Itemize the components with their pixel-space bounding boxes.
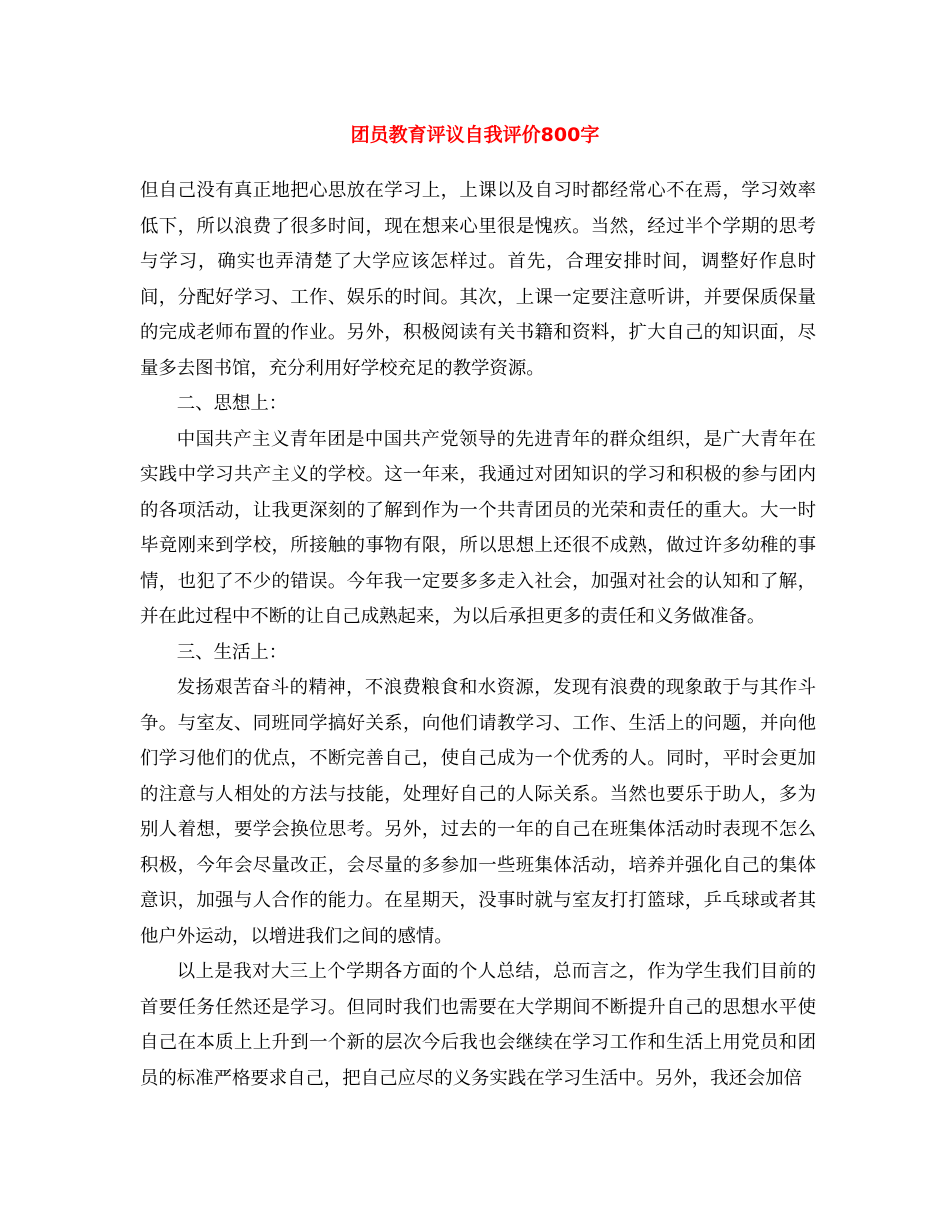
paragraph-thought: 中国共产主义青年团是中国共产党领导的先进青年的群众组织，是广大青年在实践中学习共产主义的学校。这一年来，我通过对团知识的学习和积极的参与团内的各项活动，让我更深刻的了解到作为一个共青团员的光荣和责任的重大。大一时毕竟刚来到学校，所接触的事物有限，所以思想上还很不成熟，做过许多幼稚的事情，也犯了不少的错误。今年我一定要多多走入社会，加强对社会的认知和了解，并在此过程中不断的让自己成熟起来，为以后承担更多的责任和义务做准备。: [140, 428, 816, 627]
section-heading-thought: 二、思想上：: [176, 393, 288, 414]
document-title: 团员教育评议自我评价800字: [350, 124, 600, 146]
paragraph-study-continued: 但自己没有真正地把心思放在学习上，上课以及自习时都经常心不在焉，学习效率低下，所以浪费了很多时间，现在想来心里很是愧疚。当然，经过半个学期的思考与学习，确实也弄清楚了大学应该怎样过。首先，合理安排时间，调整好作息时间，分配好学习、工作、娱乐的时间。其次，上课一定要注意听讲，并要保质保量的完成老师布置的作业。另外，积极阅读有关书籍和资料，扩大自己的知识面，尽量多去图书馆，充分利用好学校充足的教学资源。: [140, 180, 816, 379]
paragraph-summary: 以上是我对大三上个学期各方面的个人总结，总而言之，作为学生我们目前的首要任务任然还是学习。但同时我们也需要在大学期间不断提升自己的思想水平使自己在本质上上升到一个新的层次今后我也会继续在学习工作和生活上用党员和团员的标准严格要求自己，把自己应尽的义务实践在学习生活中。另外，我还会加倍: [140, 961, 816, 1089]
section-heading-life: 三、生活上：: [176, 641, 288, 663]
document-body: [140, 173, 816, 1096]
paragraph-life: 发扬艰苦奋斗的精神，不浪费粮食和水资源，发现有浪费的现象敢于与其作斗争。与室友、同班同学搞好关系，向他们请教学习、工作、生活上的问题，并向他们学习他们的优点，不断完善自己，使自己成为一个优秀的人。同时，平时会更加的注意与人相处的方法与技能，处理好自己的人际关系。当然也要乐于助人，多为别人着想，要学会换位思考。另外，过去的一年的自己在班集体活动时表现不怎么积极，今年会尽量改正，会尽量的多参加一些班集体活动，培养并强化自己的集体意识，加强与人合作的能力。在星期天，没事时就与室友打打篮球，乒乓球或者其他户外运动，以增进我们之间的感情。: [140, 677, 816, 947]
